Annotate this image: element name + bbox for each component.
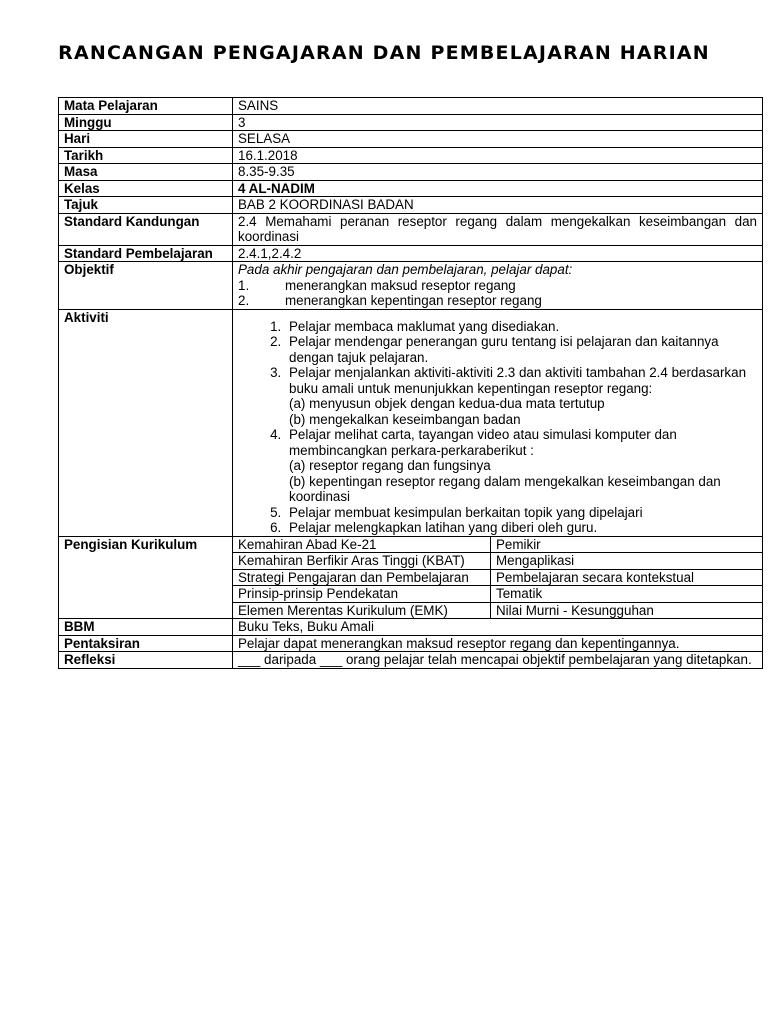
label-objektif: Objektif xyxy=(59,262,233,310)
aktiviti-subitem: (b) mengekalkan keseimbangan badan xyxy=(289,411,521,427)
value-bbm: Buku Teks, Buku Amali xyxy=(233,619,763,636)
row-bbm xyxy=(59,619,763,636)
kurikulum-value: Mengaplikasi xyxy=(491,553,763,570)
kurikulum-row xyxy=(233,586,762,603)
aktiviti-text: Pelajar melengkapkan latihan yang diberi oleh guru. xyxy=(289,520,598,535)
value-tarikh: 16.1.2018 xyxy=(233,147,763,164)
aktiviti-text: Pelajar membaca maklumat yang disediakan. xyxy=(289,318,560,334)
aktiviti-subitem: (a) reseptor regang dan fungsinya xyxy=(289,458,491,473)
row-objektif xyxy=(59,262,763,310)
row-standard-pembelajaran xyxy=(59,245,763,262)
objektif-intro: Pada akhir pengajaran dan pembelajaran, pelajar dapat: xyxy=(238,262,573,277)
value-standard-pembelajaran: 2.4.1,2.4.2 xyxy=(233,245,763,262)
kurikulum-item: Kemahiran Abad Ke-21 xyxy=(233,537,491,553)
kurikulum-value: Pemikir xyxy=(491,537,763,553)
value-kelas: 4 AL-NADIM xyxy=(233,180,763,197)
value-masa: 8.35-9.35 xyxy=(233,164,763,181)
kurikulum-table xyxy=(233,537,762,619)
aktiviti-item xyxy=(285,365,757,427)
aktiviti-subitem: (b) kepentingan reseptor regang dalam mengekalkan keseimbangan dan koordinasi xyxy=(289,473,721,504)
row-mata-pelajaran xyxy=(59,98,763,115)
value-minggu: 3 xyxy=(233,114,763,131)
row-masa xyxy=(59,164,763,181)
label-minggu: Minggu xyxy=(59,114,233,131)
row-standard-kandungan xyxy=(59,213,763,245)
objektif-text: menerangkan kepentingan reseptor regang xyxy=(285,293,542,308)
label-bbm: BBM xyxy=(59,619,233,636)
label-refleksi: Refleksi xyxy=(59,652,233,669)
value-aktiviti xyxy=(233,309,763,536)
row-minggu xyxy=(59,114,763,131)
aktiviti-text: Pelajar membuat kesimpulan berkaitan topik yang dipelajari xyxy=(289,504,643,520)
label-aktiviti: Aktiviti xyxy=(59,309,233,536)
objektif-text: menerangkan maksud reseptor regang xyxy=(285,277,516,293)
kurikulum-value: Tematik xyxy=(491,586,763,603)
label-standard-pembelajaran: Standard Pembelajaran xyxy=(59,245,233,262)
objektif-number: 2. xyxy=(238,293,250,308)
objektif-item xyxy=(238,293,757,309)
label-pengisian-kurikulum: Pengisian Kurikulum xyxy=(59,536,233,619)
kurikulum-row xyxy=(233,569,762,586)
kurikulum-row xyxy=(233,553,762,570)
aktiviti-item xyxy=(285,505,757,521)
row-aktiviti xyxy=(59,309,763,536)
label-standard-kandungan: Standard Kandungan xyxy=(59,213,233,245)
aktiviti-item xyxy=(285,319,757,335)
label-hari: Hari xyxy=(59,131,233,148)
row-tarikh xyxy=(59,147,763,164)
kurikulum-item: Kemahiran Berfikir Aras Tinggi (KBAT) xyxy=(233,553,491,570)
aktiviti-item xyxy=(285,334,757,365)
label-tajuk: Tajuk xyxy=(59,197,233,214)
value-pentaksiran: Pelajar dapat menerangkan maksud reseptor regang dan kepentingannya. xyxy=(233,635,763,652)
value-hari: SELASA xyxy=(233,131,763,148)
value-refleksi: ___ daripada ___ orang pelajar telah mencapai objektif pembelajaran yang ditetapkan. xyxy=(233,652,763,669)
aktiviti-text: Pelajar mendengar penerangan guru tentang isi pelajaran dan kaitannya dengan tajuk pelajaran. xyxy=(289,334,719,365)
value-standard-kandungan: 2.4 Memahami peranan reseptor regang dalam mengekalkan keseimbangan dan koordinasi xyxy=(233,213,763,245)
row-hari xyxy=(59,131,763,148)
value-objektif xyxy=(233,262,763,310)
aktiviti-item xyxy=(285,520,757,536)
aktiviti-text: Pelajar melihat carta, tayangan video atau simulasi komputer dan membincangkan perkara-perkaraberikut : xyxy=(289,427,677,458)
aktiviti-list xyxy=(238,319,757,536)
label-mata-pelajaran: Mata Pelajaran xyxy=(59,98,233,115)
label-tarikh: Tarikh xyxy=(59,147,233,164)
row-kelas xyxy=(59,180,763,197)
aktiviti-item xyxy=(285,427,757,505)
value-mata-pelajaran: SAINS xyxy=(233,98,763,115)
aktiviti-text: Pelajar menjalankan aktiviti-aktiviti 2.3 dan aktiviti tambahan 2.4 berdasarkan buku amali untuk menunjukkan kepentingan reseptor regang: xyxy=(289,365,747,396)
label-masa: Masa xyxy=(59,164,233,181)
objektif-number: 1. xyxy=(238,277,250,293)
kurikulum-value: Pembelajaran secara kontekstual xyxy=(491,569,763,586)
kurikulum-row xyxy=(233,537,762,553)
row-tajuk xyxy=(59,197,763,214)
value-tajuk: BAB 2 KOORDINASI BADAN xyxy=(233,197,763,214)
row-pengisian-kurikulum xyxy=(59,536,763,619)
value-pengisian-kurikulum xyxy=(233,536,763,619)
aktiviti-subitem: (a) menyusun objek dengan kedua-dua mata tertutup xyxy=(289,396,605,411)
kurikulum-item: Elemen Merentas Kurikulum (EMK) xyxy=(233,602,491,618)
label-pentaksiran: Pentaksiran xyxy=(59,635,233,652)
kurikulum-value: Nilai Murni - Kesungguhan xyxy=(496,602,654,618)
objektif-item xyxy=(238,278,757,294)
page-title: RANCANGAN PENGAJARAN DAN PEMBELAJARAN HARIAN xyxy=(58,42,710,64)
kurikulum-row xyxy=(233,602,762,618)
row-refleksi xyxy=(59,652,763,669)
row-pentaksiran xyxy=(59,635,763,652)
kurikulum-item: Prinsip-prinsip Pendekatan xyxy=(233,586,491,603)
lesson-plan-table xyxy=(58,97,763,669)
label-kelas: Kelas xyxy=(59,180,233,197)
kurikulum-item: Strategi Pengajaran dan Pembelajaran xyxy=(233,569,491,586)
